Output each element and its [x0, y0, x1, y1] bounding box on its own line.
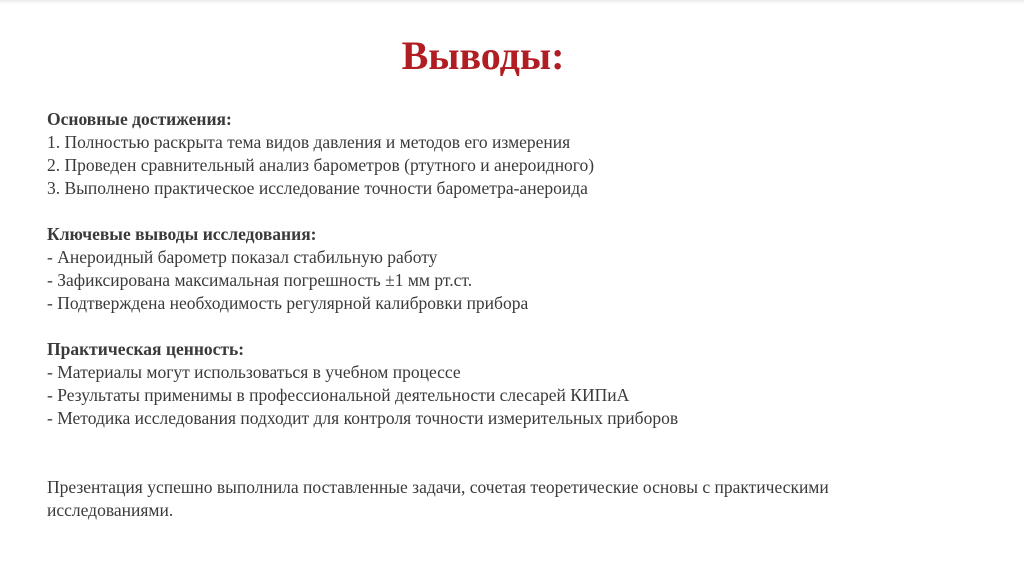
list-item: - Зафиксирована максимальная погрешность ±1 мм рт.ст.: [47, 270, 473, 290]
slide-title: Выводы:: [401, 33, 565, 78]
section-heading: Основные достижения:: [47, 109, 232, 129]
section-key-findings: [47, 223, 947, 315]
slide-content: [47, 108, 947, 540]
slide-top-edge: [0, 0, 1024, 4]
list-item: - Материалы могут использоваться в учебном процессе: [47, 362, 461, 382]
list-item: 1. Полностью раскрыта тема видов давления и методов его измерения: [47, 132, 571, 152]
section-heading: Ключевые выводы исследования:: [47, 224, 317, 244]
list-item: - Подтверждена необходимость регулярной калибровки прибора: [47, 293, 529, 313]
conclusion-text: Презентация успешно выполнила поставленные задачи, сочетая теоретические основы с практическими исследованиями.: [47, 477, 829, 520]
section-practical-value: [47, 338, 947, 430]
list-item: 3. Выполнено практическое исследование точности барометра-анероида: [47, 178, 588, 198]
section-achievements: [47, 108, 947, 200]
list-item: - Анероидный барометр показал стабильную работу: [47, 247, 438, 267]
list-item: - Методика исследования подходит для контроля точности измерительных приборов: [47, 408, 679, 428]
list-item: 2. Проведен сравнительный анализ барометров (ртутного и анероидного): [47, 155, 595, 175]
list-item: - Результаты применимы в профессиональной деятельности слесарей КИПиА: [47, 385, 630, 405]
section-heading: Практическая ценность:: [47, 339, 245, 359]
